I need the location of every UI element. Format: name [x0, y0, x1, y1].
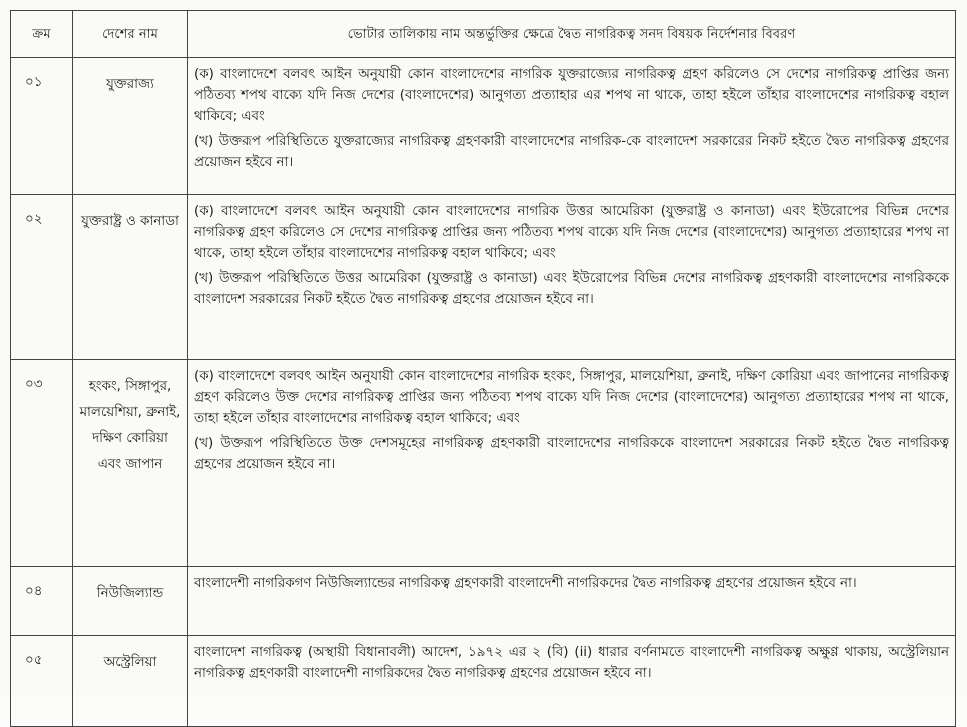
header-serial: ক্রম — [11, 11, 73, 58]
row-detail — [188, 195, 956, 360]
table-row — [11, 567, 956, 636]
row-country: যুক্তরাষ্ট্র ও কানাডা — [73, 195, 188, 360]
row-serial: ০৪ — [11, 567, 73, 636]
header-detail: ভোটার তালিকায় নাম অন্তর্ভুক্তির ক্ষেত্রে দ্বৈত নাগরিকত্ব সনদ বিষয়ক নির্দেশনার বিবরণ — [188, 11, 956, 58]
detail-paragraph: (খ) উক্তরূপ পরিস্থিতিতে উত্তর আমেরিকা (যুক্তরাষ্ট্র ও কানাডা) এবং ইউরোপের বিভিন্ন দেশের নাগরিকত্ব গ্রহণকারী বাংলাদেশের নাগরিককে বাংলাদেশ সরকারের নিকট হইতে দ্বৈত নাগরিকত্ব গ্রহণের প্রয়োজন হইবে না। — [194, 271, 949, 307]
table-row — [11, 58, 956, 195]
detail-paragraph: (ক) বাংলাদেশে বলবৎ আইন অনুযায়ী কোন বাংলাদেশের নাগরিক হংকং, সিঙ্গাপুর, মালয়েশিয়া, ব্রুনাই, দক্ষিণ কোরিয়া এবং জাপানের নাগরিকত্ব গ্রহণ করিলেও উক্ত দেশের নাগরিকত্ব প্রাপ্তির জন্য পঠিতব্য শপথ বাক্যে যদি নিজ দেশের (বাংলাদেশের) আনুগত্য প্রত্যাহারের শপথ না থাকে, তাহা হইলে তাঁহার বাংলাদেশের নাগরিকত্ব বহাল থাকিবে; এবং — [194, 369, 949, 426]
row-serial: ০১ — [11, 58, 73, 195]
dual-citizenship-table — [10, 10, 956, 727]
detail-paragraph: বাংলাদেশ নাগরিকত্ব (অস্থায়ী বিধানাবলী) আদেশ, ১৯৭২ এর ২ (বি) (ii) ধারার বর্ণনামতে বাংলাদেশী নাগরিকত্ব অক্ষুণ্ণ থাকায়, অস্ট্রেলিয়ান নাগরিকত্ব গ্রহণকারী বাংলাদেশী নাগরিকদের দ্বৈত নাগরিকত্ব গ্রহণের প্রয়োজন হইবে না। — [194, 645, 949, 681]
detail-paragraph: (ক) বাংলাদেশে বলবৎ আইন অনুযায়ী কোন বাংলাদেশের নাগরিক যুক্তরাজ্যের নাগরিকত্ব গ্রহণ করিলেও সে দেশের নাগরিকত্ব প্রাপ্তির জন্য পঠিতব্য শপথ বাক্যে যদি নিজ দেশের (বাংলাদেশের) আনুগত্য প্রত্যাহার এর শপথ না থাকে, তাহা হইলে তাঁহার বাংলাদেশের নাগরিকত্ব বহাল থাকিবে; এবং — [194, 67, 949, 124]
detail-paragraph: (খ) উক্তরূপ পরিস্থিতিতে যুক্তরাজ্যের নাগরিকত্ব গ্রহণকারী বাংলাদেশের নাগরিক-কে বাংলাদেশ সরকারের নিকট হইতে দ্বৈত নাগরিকত্ব গ্রহণের প্রয়োজন হইবে না। — [194, 134, 949, 170]
row-country: নিউজিল্যান্ড — [73, 567, 188, 636]
row-country: যুক্তরাজ্য — [73, 58, 188, 195]
row-serial: ০৫ — [11, 636, 73, 727]
row-serial: ০৩ — [11, 360, 73, 567]
row-country: হংকং, সিঙ্গাপুর, মালয়েশিয়া, ব্রুনাই, দক্ষিণ কোরিয়া এবং জাপান — [73, 360, 188, 567]
row-detail — [188, 58, 956, 195]
row-detail — [188, 360, 956, 567]
row-detail — [188, 567, 956, 636]
table-row — [11, 360, 956, 567]
row-detail — [188, 636, 956, 727]
row-country: অস্ট্রেলিয়া — [73, 636, 188, 727]
table-row — [11, 636, 956, 727]
row-serial: ০২ — [11, 195, 73, 360]
detail-paragraph: (ক) বাংলাদেশে বলবৎ আইন অনুযায়ী কোন বাংলাদেশের নাগরিক উত্তর আমেরিকা (যুক্তরাষ্ট্র ও কানাডা) এবং ইউরোপের বিভিন্ন দেশের নাগরিকত্ব গ্রহণ করিলেও সে দেশের নাগরিকত্ব প্রাপ্তির জন্য পঠিতব্য শপথ বাক্যে যদি নিজ দেশের (বাংলাদেশের) আনুগত্য প্রত্যাহারের শপথ না থাকে, তাহা হইলে তাঁহার বাংলাদেশের নাগরিকত্ব বহাল থাকিবে; এবং — [194, 204, 949, 261]
table-row — [11, 195, 956, 360]
header-country: দেশের নাম — [73, 11, 188, 58]
table-header-row — [11, 11, 956, 58]
detail-paragraph: (খ) উক্তরূপ পরিস্থিতিতে উক্ত দেশসমূহের নাগরিকত্ব গ্রহণকারী বাংলাদেশের নাগরিককে বাংলাদেশ সরকারের নিকট হইতে দ্বৈত নাগরিকত্ব গ্রহণের প্রয়োজন হইবে না। — [194, 436, 949, 472]
detail-paragraph: বাংলাদেশী নাগরিকগণ নিউজিল্যান্ডের নাগরিকত্ব গ্রহণকারী বাংলাদেশী নাগরিকদের দ্বৈত নাগরিকত্ব গ্রহণের প্রয়োজন হইবে না। — [194, 576, 857, 591]
